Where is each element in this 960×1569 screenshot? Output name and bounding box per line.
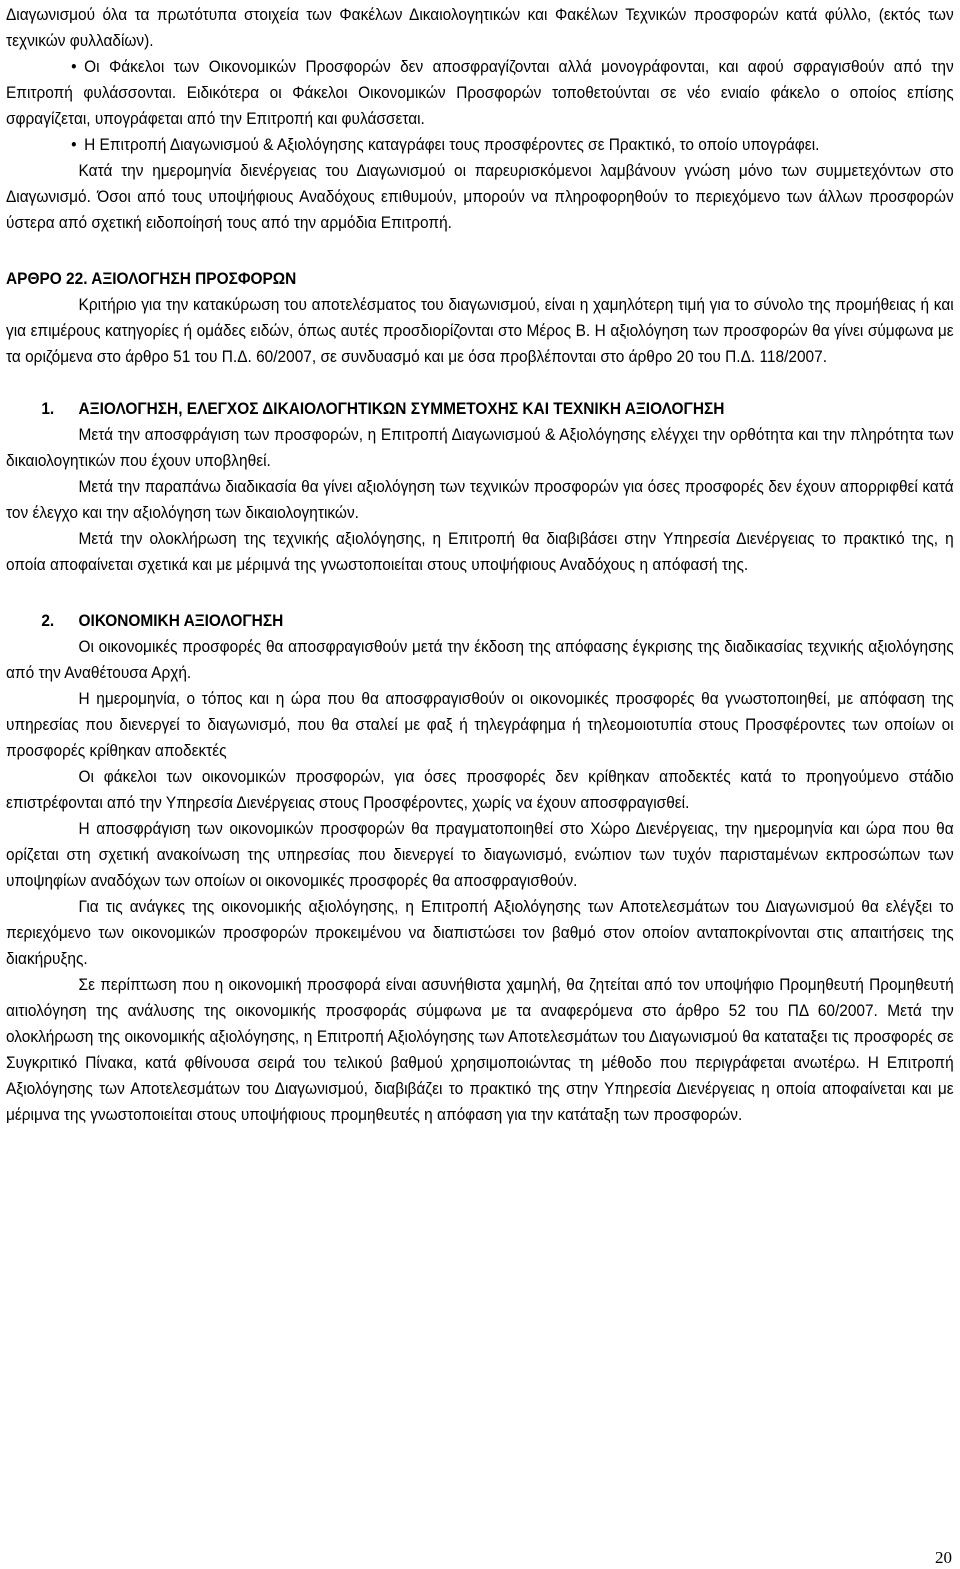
intro-paragraph: Διαγωνισμού όλα τα πρωτότυπα στοιχεία των Φακέλων Δικαιολογητικών και Φακέλων Τεχνικών προσφορών κατά φύλλο, (εκτός των τεχνικών φυλλαδίων). bbox=[6, 5, 954, 50]
section-paragraph: Μετά την παραπάνω διαδικασία θα γίνει αξιολόγηση των τεχνικών προσφορών για όσες προσφορές δεν έχουν απορριφθεί κατά τον έλεγχο και την αξιολόγηση των δικαιολογητικών. bbox=[6, 477, 954, 522]
section-paragraph: Μετά την αποσφράγιση των προσφορών, η Επιτροπή Διαγωνισμού & Αξιολόγησης ελέγχει την ορθότητα και την πληρότητα των δικαιολογητικών που έχουν υποβληθεί. bbox=[6, 425, 954, 470]
section-title: ΑΞΙΟΛΟΓΗΣΗ, ΕΛΕΓΧΟΣ ΔΙΚΑΙΟΛΟΓΗΤΙΚΩΝ ΣΥΜΜΕΤΟΧΗΣ ΚΑΙ ΤΕΧΝΙΚΗ ΑΞΙΟΛΟΓΗΣΗ bbox=[78, 399, 725, 418]
article-heading: ΑΡΘΡΟ 22. ΑΞΙΟΛΟΓΗΣΗ ΠΡΟΣΦΟΡΩΝ bbox=[6, 269, 297, 288]
section-paragraph: Μετά την ολοκλήρωση της τεχνικής αξιολόγησης, η Επιτροπή θα διαβιβάσει στην Υπηρεσία Διενέργειας το πρακτικό της, η οποία αποφαίνεται σχετικά και με μέριμνά της γνωστοποιείται στους υποψήφιους Αναδόχους η απόφασή της. bbox=[6, 529, 954, 574]
spacer bbox=[6, 236, 954, 266]
spacer bbox=[6, 578, 954, 608]
section-heading bbox=[6, 608, 954, 634]
section-paragraph: Σε περίπτωση που η οικονομική προσφορά είναι ασυνήθιστα χαμηλή, θα ζητείται από τον υποψήφιο Προμηθευτή Προμηθευτή αιτιολόγηση της ανάλυσης της οικονομικής προσφοράς σύμφωνα με τα αναφερόμενα στο άρθρο 52 του ΠΔ 60/2007. Μετά την ολοκλήρωση της οικονομικής αξιολόγησης, η Επιτροπή Αξιολόγησης των Αποτελεσμάτων του Διαγωνισμού θα καταταξει τις προσφορές σε Συγκριτικό Πίνακα, κατά φθίνουσα σειρά του τελικού βαθμού χρησιμοποιώντας τη μέθοδο που περιγράφεται ανωτέρω. Η Επιτροπή Αξιολόγησης των Αποτελεσμάτων του Διαγωνισμού, διαβιβάζει το πρακτικό της στην Υπηρεσία Διενέργειας η οποία αποφαίνεται και με μέριμνα της γνωστοποιείται στους υποψήφιους προμηθευτές η απόφαση για την κατάταξη των προσφορών. bbox=[6, 975, 954, 1124]
spacer bbox=[6, 370, 954, 396]
section-title: ΟΙΚΟΝΟΜΙΚΗ ΑΞΙΟΛΟΓΗΣΗ bbox=[78, 611, 284, 630]
section-heading bbox=[6, 396, 954, 422]
page-number: 20 bbox=[935, 1548, 952, 1567]
section-paragraph: Οι οικονομικές προσφορές θα αποσφραγισθούν μετά την έκδοση της απόφασης έγκρισης της διαδικασίας τεχνικής αξιολόγησης από την Αναθέτουσα Αρχή. bbox=[6, 637, 954, 682]
bullet-text: Οι Φάκελοι των Οικονομικών Προσφορών δεν αποσφραγίζονται αλλά μονογράφονται, και αφού σφραγισθούν από την Επιτροπή φυλάσσονται. Ειδικότερα οι Φάκελοι Οικονομικών Προσφορών τοποθετούνται σε νέο ενιαίο φάκελο ο οποίος επίσης σφραγίζεται, υπογράφεται από την Επιτροπή και φυλάσσεται. bbox=[6, 57, 954, 128]
section-number: 2. bbox=[41, 611, 55, 630]
bullet-icon: • bbox=[71, 57, 77, 76]
bullet-icon: • bbox=[71, 135, 77, 154]
bullet-text: Η Επιτροπή Διαγωνισμού & Αξιολόγησης καταγράφει τους προσφέροντες σε Πρακτικό, το οποίο υπογράφει. bbox=[84, 135, 820, 154]
document-content bbox=[6, 2, 954, 1128]
bullet-item bbox=[6, 54, 954, 132]
section-paragraph: Για τις ανάγκες της οικονομικής αξιολόγησης, η Επιτροπή Αξιολόγησης των Αποτελεσμάτων του Διαγωνισμού θα ελέγξει το περιεχόμενο των οικονομικών προσφορών προκειμένου να διαπιστώσει τον βαθμό στον οποίον ανταποκρίνονται στις απαιτήσεις της διακήρυξης. bbox=[6, 897, 954, 968]
page-body bbox=[6, 2, 954, 1128]
section-number: 1. bbox=[41, 399, 55, 418]
article-paragraph: Κριτήριο για την κατακύρωση του αποτελέσματος του διαγωνισμού, είναι η χαμηλότερη τιμή για το σύνολο της προμήθειας ή και για επιμέρους κατηγορίες ή ομάδες ειδών, όπως αυτές προσδιορίζονται στο Μέρος Β. Η αξιολόγηση των προσφορών θα γίνει σύμφωνα με τα οριζόμενα στο άρθρο 51 του Π.Δ. 60/2007, σε συνδυασμό και με όσα προβλέπονται στο άρθρο 20 του Π.Δ. 118/2007. bbox=[6, 295, 954, 366]
closing-paragraph: Κατά την ημερομηνία διενέργειας του Διαγωνισμού οι παρευρισκόμενοι λαμβάνουν γνώση μόνο των συμμετεχόντων στο Διαγωνισμό. Όσοι από τους υποψήφιους Αναδόχους επιθυμούν, μπορούν να πληροφορηθούν το περιεχόμενο των άλλων προσφορών ύστερα από σχετική ειδοποίησή τους από την αρμόδια Επιτροπή. bbox=[6, 161, 954, 232]
section-paragraph: Η αποσφράγιση των οικονομικών προσφορών θα πραγματοποιηθεί στο Χώρο Διενέργειας, την ημερομηνία και ώρα που θα ορίζεται στη σχετική ανακοίνωση της υπηρεσίας που διενεργεί το διαγωνισμό, ενώπιον των τυχόν παρισταμένων εκπροσώπων των υποψηφίων αναδόχων των οποίων οι οικονομικές προσφορές θα αποσφραγισθούν. bbox=[6, 819, 954, 890]
section-paragraph: Η ημερομηνία, ο τόπος και η ώρα που θα αποσφραγισθούν οι οικονομικές προσφορές θα γνωστοποιηθεί, με απόφαση της υπηρεσίας που διενεργεί το διαγωνισμό, που θα σταλεί με φαξ ή τηλεγράφημα ή τηλεομοιοτυπία στους Προσφέροντες των οποίων οι προσφορές κρίθηκαν αποδεκτές bbox=[6, 689, 954, 760]
bullet-item bbox=[6, 132, 954, 158]
section-paragraph: Οι φάκελοι των οικονομικών προσφορών, για όσες προσφορές δεν κρίθηκαν αποδεκτές κατά το προηγούμενο στάδιο επιστρέφονται από την Υπηρεσία Διενέργειας στους Προσφέροντες, χωρίς να έχουν αποσφραγισθεί. bbox=[6, 767, 954, 812]
